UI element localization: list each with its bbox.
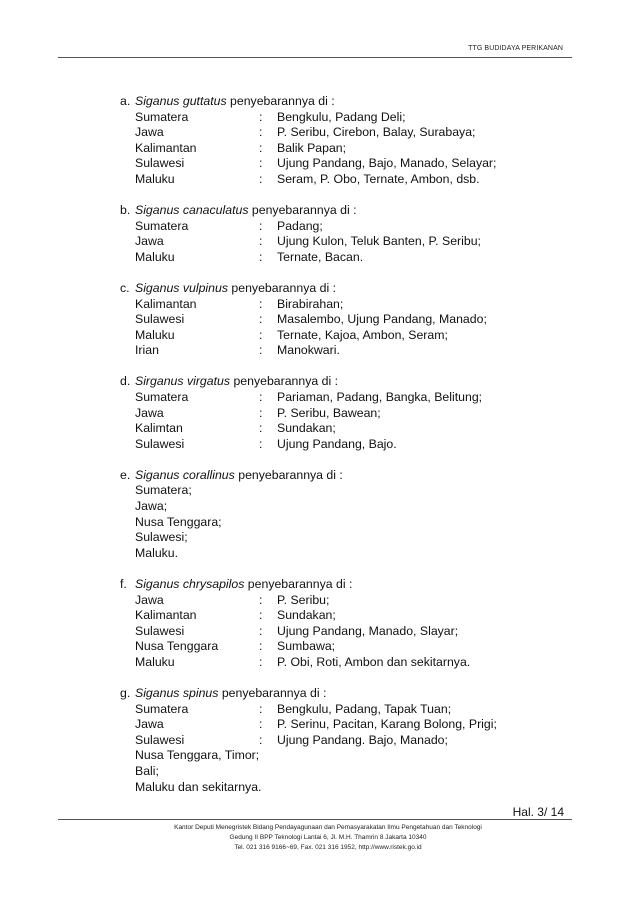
species-section [120, 281, 590, 359]
section-letter: d. [120, 374, 131, 389]
footer-divider [58, 819, 572, 820]
places-list: Sumbawa; [277, 639, 336, 654]
region-name: Jawa [135, 234, 164, 249]
species-section [120, 686, 590, 795]
species-name: Siganus spinus [135, 686, 219, 700]
region-row [120, 717, 590, 733]
region-name: Nusa Tenggara, Timor; [135, 748, 260, 763]
section-letter: b. [120, 203, 131, 218]
distribution-label: penyebarannya di : [247, 576, 353, 591]
places-list: P. Seribu, Cirebon, Balay, Surabaya; [277, 125, 476, 140]
region-name: Kalimtan [135, 421, 183, 436]
colon-separator: : [259, 421, 263, 436]
colon-separator: : [259, 608, 263, 623]
species-section [120, 577, 590, 671]
colon-separator: : [259, 701, 263, 716]
places-list: Ternate, Kajoa, Ambon, Seram; [277, 327, 448, 342]
region-row [120, 312, 590, 328]
places-list: Birabirahan; [277, 296, 344, 311]
colon-separator: : [259, 156, 263, 171]
species-name: Siganus corallinus [135, 467, 235, 482]
region-row [120, 748, 590, 764]
places-list: Ternate, Bacan. [277, 249, 364, 264]
region-row [120, 639, 590, 655]
region-row [120, 156, 590, 172]
region-name: Jawa [135, 717, 164, 732]
region-row [120, 234, 590, 250]
places-list: Bengkulu, Padang Deli; [277, 109, 406, 124]
region-name: Jawa [135, 125, 164, 140]
distribution-label: penyebarannya di : [233, 374, 339, 389]
region-name: Sulawesi [135, 312, 185, 327]
region-name: Sumatera [135, 701, 189, 716]
colon-separator: : [259, 171, 263, 186]
places-list: P. Obi, Roti, Ambon dan sekitarnya. [277, 654, 471, 669]
colon-separator: : [259, 405, 263, 420]
section-letter: f. [120, 576, 127, 591]
region-name: Nusa Tenggara; [135, 514, 222, 529]
species-name: Siganus chrysapilos [135, 576, 245, 591]
places-list: Bengkulu, Padang, Tapak Tuan; [277, 701, 452, 716]
region-name: Sumatera; [135, 483, 192, 498]
colon-separator: : [259, 592, 263, 607]
document-body [120, 94, 590, 811]
places-list: Sundakan; [277, 608, 336, 623]
region-row [120, 624, 590, 640]
region-row [120, 250, 590, 266]
header-title: TTG BUDIDAYA PERIKANAN [468, 45, 563, 52]
species-name: Siganus canaculatus [135, 203, 249, 218]
region-name: Maluku [135, 171, 175, 186]
header-divider [58, 57, 572, 58]
region-row [120, 172, 590, 188]
region-name: Sumatera [135, 218, 189, 233]
region-name: Sulawesi [135, 156, 185, 171]
distribution-label: penyebarannya di : [231, 280, 337, 295]
places-list: Ujung Pandang, Bajo, Manado, Selayar; [277, 156, 497, 171]
region-row [120, 437, 590, 453]
section-letter: c. [120, 280, 130, 295]
region-name: Sulawesi [135, 623, 185, 638]
colon-separator: : [259, 140, 263, 155]
region-row [120, 764, 590, 780]
section-title [120, 686, 590, 702]
section-letter: a. [120, 94, 131, 108]
colon-separator: : [259, 390, 263, 404]
section-title [120, 468, 590, 484]
colon-separator: : [259, 312, 263, 327]
region-name: Maluku [135, 249, 175, 264]
species-section [120, 468, 590, 562]
region-row [120, 421, 590, 437]
region-row [120, 655, 590, 671]
region-row [120, 406, 590, 422]
footer-line-1: Kantor Deputi Menegristek Bidang Pendayagunaan dan Pemasyarakatan Ilmu Pengetahuan dan Teknologi [174, 824, 482, 831]
places-list: Pariaman, Padang, Bangka, Belitung; [277, 390, 483, 404]
places-list: Balik Papan; [277, 140, 347, 155]
section-title [120, 94, 590, 110]
places-list: Ujung Pandang. Bajo, Manado; [277, 732, 448, 747]
region-row [120, 733, 590, 749]
places-list: Manokwari. [277, 343, 340, 358]
region-name: Nusa Tenggara [135, 639, 219, 654]
section-title [120, 374, 590, 390]
region-name: Kalimantan [135, 608, 197, 623]
section-title [120, 203, 590, 219]
region-row [120, 141, 590, 157]
region-row [120, 219, 590, 235]
region-row [120, 702, 590, 718]
region-name: Sulawesi [135, 732, 185, 747]
region-name: Jawa [135, 405, 164, 420]
section-letter: g. [120, 686, 131, 700]
region-row [120, 125, 590, 141]
region-name: Maluku. [135, 545, 179, 560]
region-name: Jawa; [135, 499, 168, 514]
species-name: Siganus guttatus [135, 94, 227, 108]
region-row [120, 499, 590, 515]
region-row [120, 608, 590, 624]
region-name: Sumatera [135, 109, 189, 124]
footer-address [58, 823, 598, 853]
distribution-label: penyebarannya di : [251, 203, 357, 218]
region-name: Maluku [135, 654, 175, 669]
places-list: P. Serinu, Pacitan, Karang Bolong, Prigi; [277, 717, 497, 732]
footer-line-3: Tel. 021 316 9166~69, Fax. 021 316 1952, http://www.ristek.go.id [234, 844, 422, 851]
colon-separator: : [259, 218, 263, 233]
section-title [120, 281, 590, 297]
places-list: Ujung Kulon, Teluk Banten, P. Seribu; [277, 234, 481, 249]
distribution-label: penyebarannya di : [238, 467, 343, 482]
region-row [120, 593, 590, 609]
region-name: Maluku [135, 327, 175, 342]
region-name: Irian [135, 343, 159, 358]
species-name: Siganus vulpinus [135, 280, 228, 295]
colon-separator: : [259, 296, 263, 311]
region-row [120, 530, 590, 546]
region-row [120, 390, 590, 406]
species-section [120, 203, 590, 265]
colon-separator: : [259, 436, 263, 451]
region-name: Bali; [135, 763, 159, 778]
region-row [120, 328, 590, 344]
region-name: Jawa [135, 592, 164, 607]
region-row [120, 110, 590, 126]
page-number: Hal. 3/ 14 [512, 805, 564, 819]
region-name: Kalimantan [135, 296, 197, 311]
region-name: Kalimantan [135, 140, 197, 155]
region-row [120, 297, 590, 313]
places-list: Sundakan; [277, 421, 336, 436]
section-letter: e. [120, 467, 131, 482]
region-name: Sulawesi; [135, 530, 188, 545]
colon-separator: : [259, 327, 263, 342]
places-list: Ujung Pandang, Bajo. [277, 436, 397, 451]
colon-separator: : [259, 125, 263, 140]
places-list: P. Seribu; [277, 592, 330, 607]
distribution-label: penyebarannya di : [230, 94, 335, 108]
region-row [120, 483, 590, 499]
section-title [120, 577, 590, 593]
region-row [120, 343, 590, 359]
colon-separator: : [259, 234, 263, 249]
region-row [120, 515, 590, 531]
colon-separator: : [259, 732, 263, 747]
region-name: Maluku dan sekitarnya. [135, 779, 262, 794]
colon-separator: : [259, 717, 263, 732]
region-row [120, 780, 590, 796]
region-row [120, 546, 590, 562]
region-name: Sumatera [135, 390, 189, 404]
species-section [120, 94, 590, 188]
footer-line-2: Gedung II BPP Teknologi Lantai 6, Jl. M.H. Thamrin 8 Jakarta 10340 [229, 834, 427, 841]
colon-separator: : [259, 623, 263, 638]
colon-separator: : [259, 654, 263, 669]
places-list: Masalembo, Ujung Pandang, Manado; [277, 312, 487, 327]
places-list: Ujung Pandang, Manado, Slayar; [277, 623, 459, 638]
places-list: Seram, P. Obo, Ternate, Ambon, dsb. [277, 171, 480, 186]
region-name: Sulawesi [135, 436, 185, 451]
species-name: Sirganus virgatus [135, 374, 231, 389]
places-list: Padang; [277, 218, 323, 233]
distribution-label: penyebarannya di : [221, 686, 327, 700]
species-section [120, 374, 590, 452]
colon-separator: : [259, 343, 263, 358]
colon-separator: : [259, 639, 263, 654]
colon-separator: : [259, 249, 263, 264]
places-list: P. Seribu, Bawean; [277, 405, 381, 420]
colon-separator: : [259, 109, 263, 124]
